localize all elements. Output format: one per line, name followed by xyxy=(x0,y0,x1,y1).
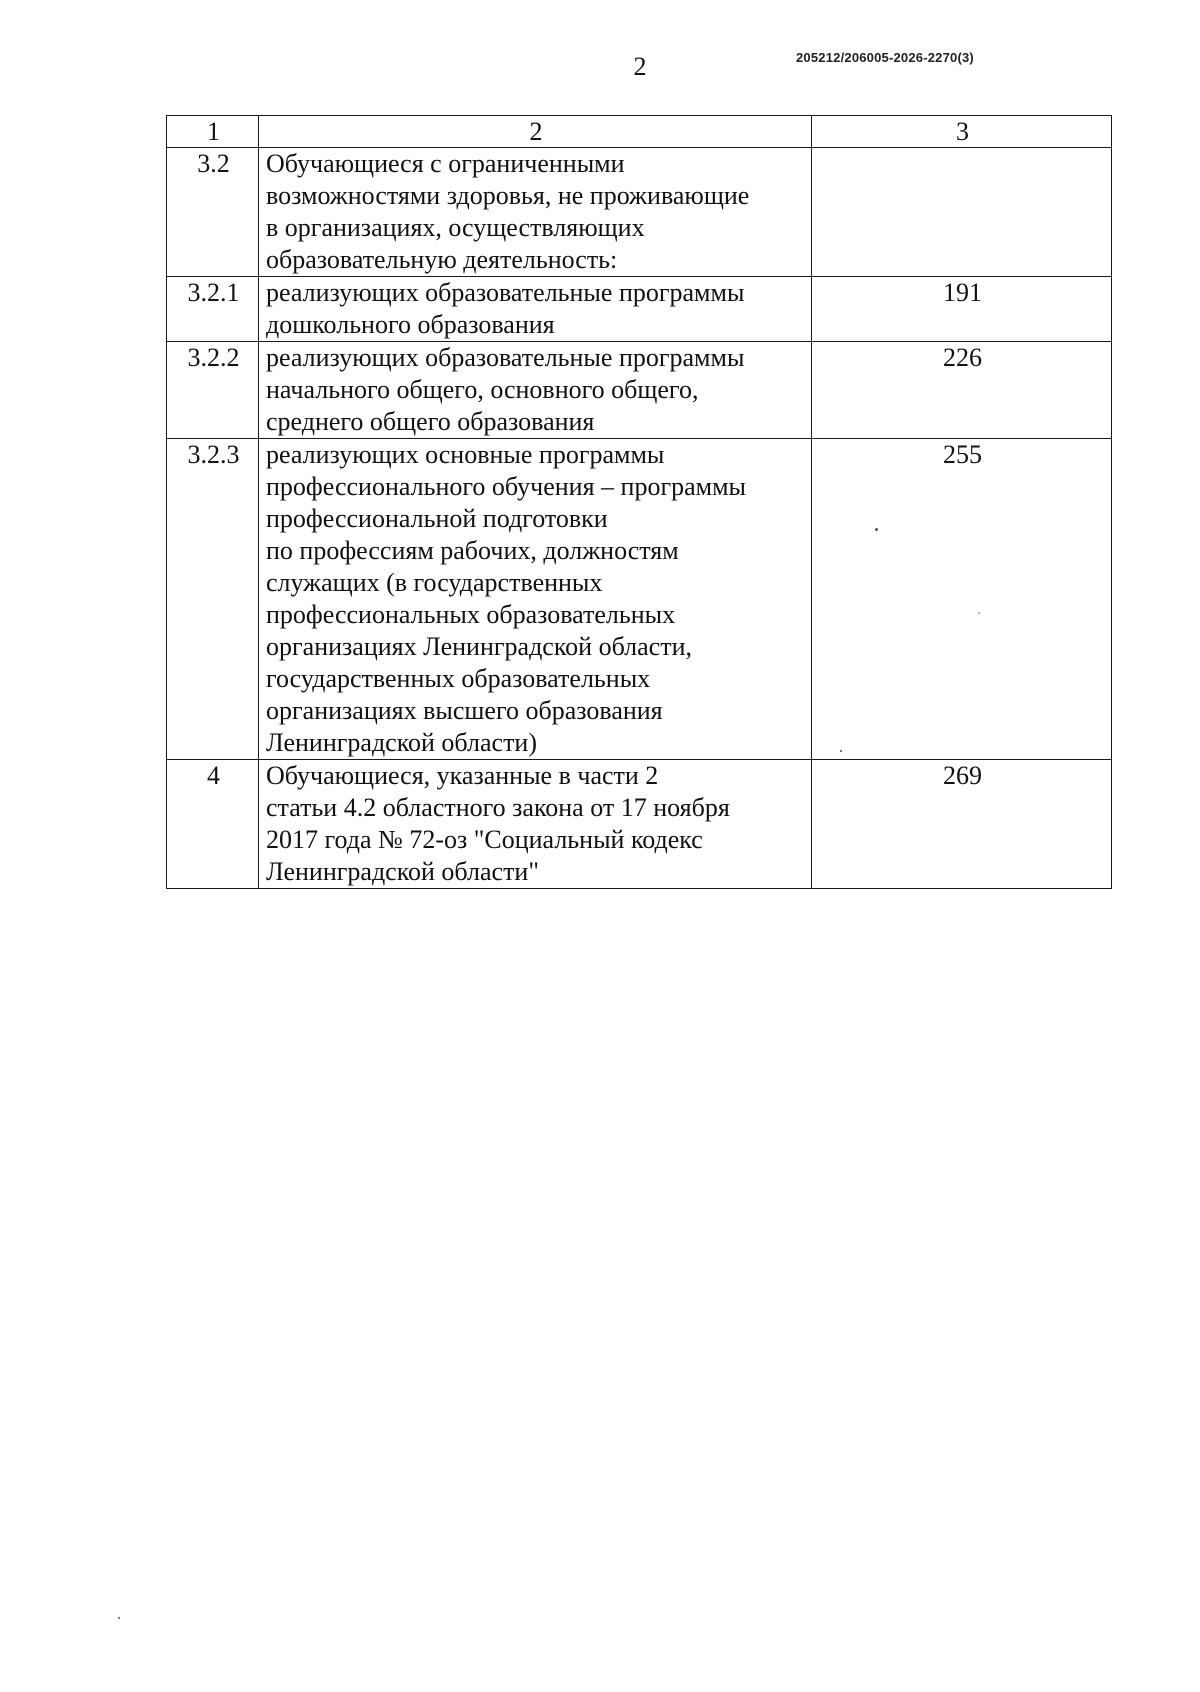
description-line: профессионального обучения – программы xyxy=(266,472,747,501)
table-row xyxy=(167,439,1112,760)
table-row xyxy=(167,760,1112,889)
row-description xyxy=(259,148,812,277)
description-line: дошкольного образования xyxy=(266,310,555,339)
description-line: организациях Ленинградской области, xyxy=(266,632,692,661)
row-description xyxy=(259,760,812,889)
table-row xyxy=(167,148,1112,277)
table-row xyxy=(167,342,1112,439)
description-line: государственных образовательных xyxy=(266,664,651,693)
row-description xyxy=(259,439,812,760)
description-line: начального общего, основного общего, xyxy=(266,375,699,404)
description-line: профессиональной подготовки xyxy=(266,504,608,533)
description-line: статьи 4.2 областного закона от 17 ноября xyxy=(266,793,730,822)
description-line: среднего общего образования xyxy=(266,407,595,436)
row-description xyxy=(259,342,812,439)
row-number: 3.2.1 xyxy=(167,277,259,342)
document-code: 205212/206005-2026-2270(3) xyxy=(796,50,974,65)
scan-speck xyxy=(118,1617,120,1619)
description-line: реализующих образовательные программы xyxy=(266,343,745,372)
column-header-value: 3 xyxy=(812,116,1112,148)
row-value: 255 xyxy=(812,439,1112,760)
description-line: Обучающиеся, указанные в части 2 xyxy=(266,761,659,790)
description-line: организациях высшего образования xyxy=(266,696,663,725)
description-line: Ленинградской области" xyxy=(266,857,539,886)
description-line: в организациях, осуществляющих xyxy=(266,213,645,242)
description-line: профессиональных образовательных xyxy=(266,600,676,629)
row-value xyxy=(812,148,1112,277)
row-number: 3.2.3 xyxy=(167,439,259,760)
scan-speck xyxy=(978,612,980,614)
row-number: 3.2.2 xyxy=(167,342,259,439)
row-value: 226 xyxy=(812,342,1112,439)
description-line: 2017 года № 72-оз "Социальный кодекс xyxy=(266,825,703,854)
page-number: 2 xyxy=(633,52,647,81)
column-header-category: 2 xyxy=(259,116,812,148)
scan-speck xyxy=(840,750,842,752)
description-line: реализующих образовательные программы xyxy=(266,278,745,307)
description-line: реализующих основные программы xyxy=(266,440,665,469)
table-header-row xyxy=(167,116,1112,148)
row-description xyxy=(259,277,812,342)
row-value: 191 xyxy=(812,277,1112,342)
description-line: по профессиям рабочих, должностям xyxy=(266,536,679,565)
description-line: возможностями здоровья, не проживающие xyxy=(266,181,750,210)
description-line: Обучающиеся с ограниченными xyxy=(266,149,625,178)
row-value: 269 xyxy=(812,760,1112,889)
table-row xyxy=(167,277,1112,342)
description-line: образовательную деятельность: xyxy=(266,245,618,274)
description-line: Ленинградской области) xyxy=(266,728,538,757)
scan-speck xyxy=(875,528,878,531)
row-number: 3.2 xyxy=(167,148,259,277)
description-line: служащих (в государственных xyxy=(266,568,603,597)
row-number: 4 xyxy=(167,760,259,889)
rates-table xyxy=(166,115,1112,889)
column-header-number: 1 xyxy=(167,116,259,148)
